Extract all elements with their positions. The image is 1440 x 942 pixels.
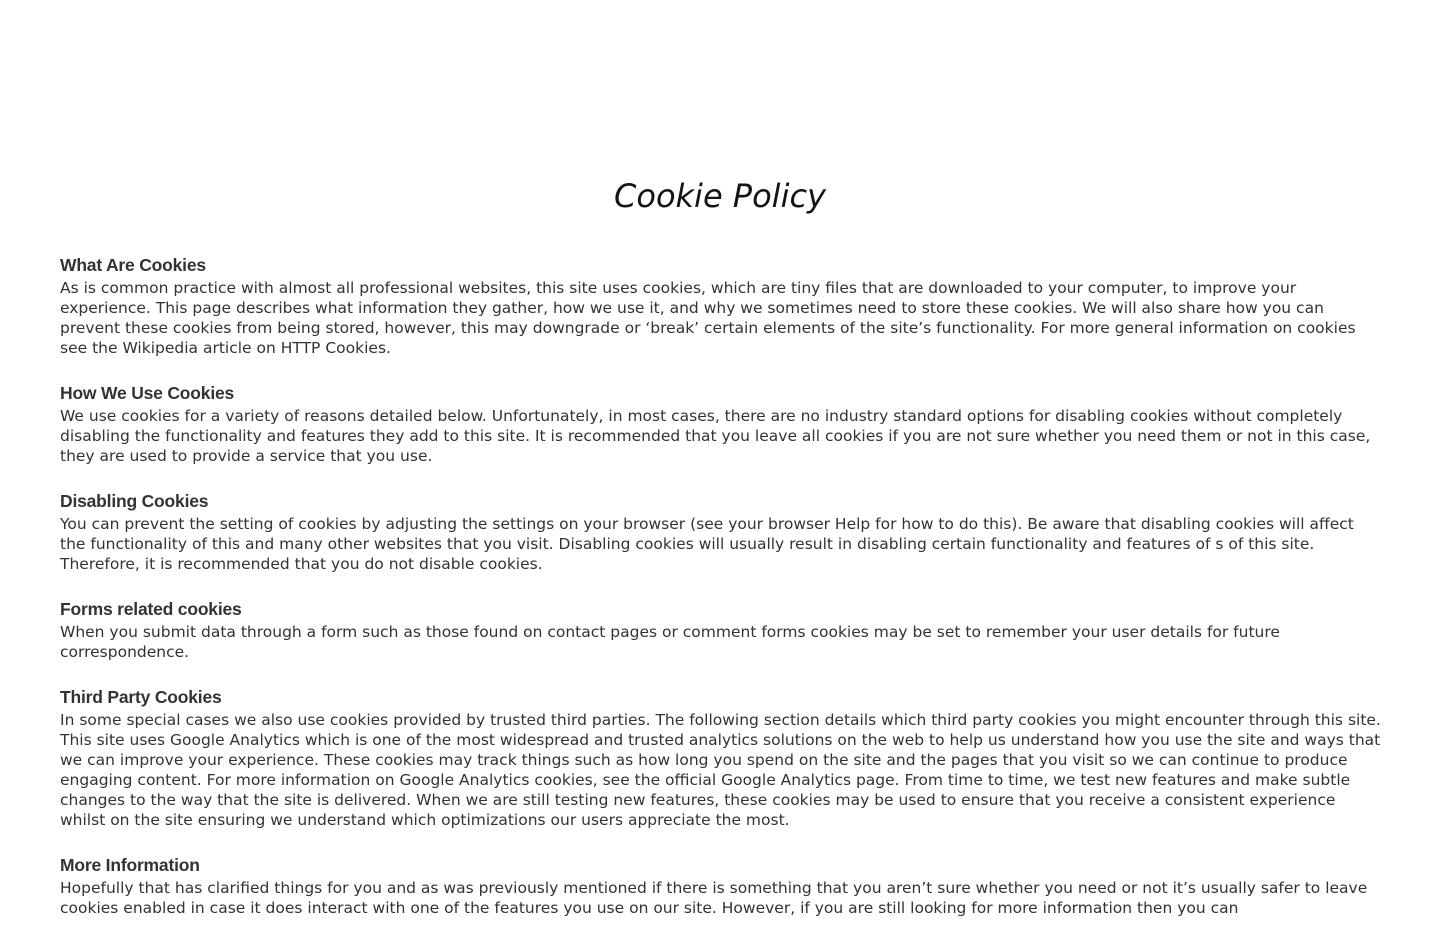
section-body: In some special cases we also use cookies provided by trusted third parties. The following section details which third party cookies you might encounter through this site. This site uses Google Analytics which is one of the most widespread and trusted analytics solutions on the web to help us understand how you use the site and ways that we can improve your experience. These cookies may track things such as how long you spend on the site and the pages that you visit so we can continue to produce engaging content. For more information on Google Analytics cookies, see the official Google Analytics page. From time to time, we test new features and make subtle changes to the way that the site is delivered. When we are still testing new features, these cookies may be used to ensure that you receive a consistent experience whilst on the site ensuring we understand which optimizations our users appreciate the most. xyxy=(60,711,1381,829)
section-disabling-cookies xyxy=(60,490,1382,574)
policy-content xyxy=(60,254,1382,942)
section-third-party-cookies xyxy=(60,686,1382,830)
section-body: We use cookies for a variety of reasons detailed below. Unfortunately, in most cases, there are no industry standard options for disabling cookies without completely disabling the functionality and features they add to this site. It is recommended that you leave all cookies if you are not sure whether you need them or not in this case, they are used to provide a service that you use. xyxy=(60,407,1371,465)
section-heading: Disabling Cookies xyxy=(60,491,209,511)
section-forms-related-cookies xyxy=(60,598,1382,662)
section-more-information xyxy=(60,854,1382,918)
section-body: As is common practice with almost all professional websites, this site uses cookies, which are tiny files that are downloaded to your computer, to improve your experience. This page describes what information they gather, how we use it, and why we sometimes need to store these cookies. We will also share how you can prevent these cookies from being stored, however, this may downgrade or ‘break’ certain elements of the site’s functionality. For more general information on cookies see the Wikipedia article on HTTP Cookies. xyxy=(60,279,1356,357)
section-what-are-cookies xyxy=(60,254,1382,358)
section-heading: Forms related cookies xyxy=(60,599,242,619)
section-body: Hopefully that has clarified things for you and as was previously mentioned if there is something that you aren’t sure whether you need or not it’s usually safer to leave cookies enabled in case it does interact with one of the features you use on our site. However, if you are still looking for more information then you can xyxy=(60,879,1368,917)
section-heading: What Are Cookies xyxy=(60,255,206,275)
page-title: Cookie Policy xyxy=(614,177,826,215)
section-heading: More Information xyxy=(60,855,200,875)
section-body: You can prevent the setting of cookies by adjusting the settings on your browser (see your browser Help for how to do this). Be aware that disabling cookies will affect the functionality of this and many other websites that you visit. Disabling cookies will usually result in disabling certain functionality and features of s of this site. Therefore, it is recommended that you do not disable cookies. xyxy=(60,515,1354,573)
section-how-we-use-cookies xyxy=(60,382,1382,466)
section-body: When you submit data through a form such as those found on contact pages or comment forms cookies may be set to remember your user details for future correspondence. xyxy=(60,623,1280,661)
section-heading: Third Party Cookies xyxy=(60,687,222,707)
section-heading: How We Use Cookies xyxy=(60,383,235,403)
